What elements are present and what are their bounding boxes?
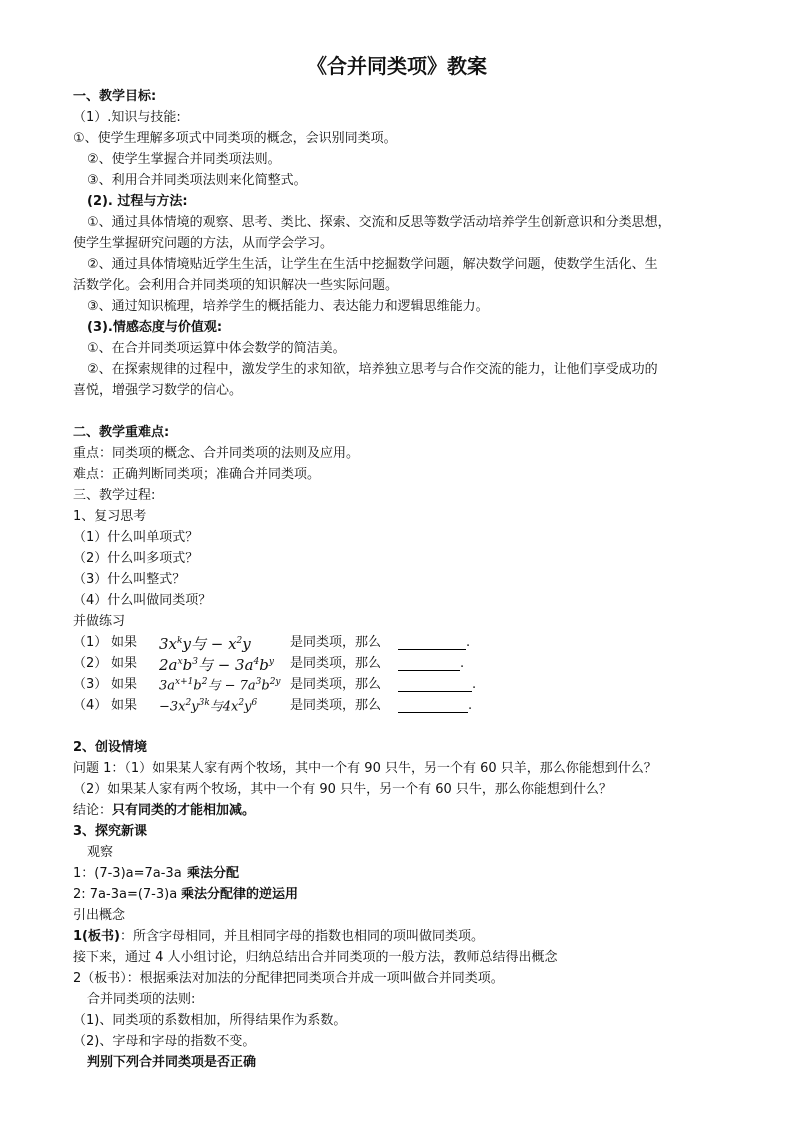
rule-1: （1)、同类项的系数相加，所得结果作为系数。 xyxy=(73,1013,347,1028)
exercise-4 xyxy=(73,695,721,716)
exercise-if: 如果 xyxy=(111,635,138,650)
objective-process-1b: 使学生掌握研究问题的方法，从而学会学习。 xyxy=(73,236,334,251)
conclusion-label: 结论： xyxy=(73,803,113,818)
review-question-3: （3）什么叫整式？ xyxy=(73,572,186,587)
objective-knowledge-2: ②、使学生掌握合并同类项法则。 xyxy=(87,152,281,167)
exercise-end: . xyxy=(468,698,473,713)
exercise-tail: 是同类项，那么 xyxy=(290,635,382,650)
exercise-expression: $2a^xb^3$与 − $3a^4b^y$ xyxy=(159,655,274,674)
exercise-number: （1） xyxy=(73,635,108,650)
exercise-expression: $3x^ky$与 − $x^2y$ xyxy=(159,634,251,653)
objective-attitude-2a: ②、在探索规律的过程中，激发学生的求知欲，培养独立思考与合作交流的能力，让他们享受成功的 xyxy=(87,362,658,377)
subheading-attitude: (3).情感态度与价值观: xyxy=(87,320,223,335)
exercise-expression: $-3x^2y^{3k}$与$4x^2y^6$ xyxy=(159,698,258,715)
exercise-tail: 是同类项，那么 xyxy=(290,677,382,692)
answer-blank[interactable] xyxy=(398,635,466,650)
problem-2: （2）如果某人家有两个牧场，其中一个有 90 只牛，另一个有 60 只牛，那么你能想到什么？ xyxy=(73,782,612,797)
objective-process-2a: ②、通过具体情境贴近学生生活，让学生在生活中挖掘数学问题，解决数学问题，使数学生活化、生 xyxy=(87,257,658,272)
exercise-3 xyxy=(73,674,721,695)
exercise-tail: 是同类项，那么 xyxy=(290,698,382,713)
exercise-number: （2） xyxy=(73,656,108,671)
review-question-4: （4）什么叫做同类项？ xyxy=(73,593,212,608)
discussion-note: 接下来，通过 4 人小组讨论，归纳总结出合并同类项的一般方法，教师总结得出概念 xyxy=(73,950,558,965)
new-lesson-title: 3、探究新课 xyxy=(73,824,148,839)
observation-note: 乘法分配 xyxy=(187,866,240,881)
difficult-point: 难点：正确判断同类项；准确合并同类项。 xyxy=(73,467,321,482)
key-point: 重点：同类项的概念、合并同类项的法则及应用。 xyxy=(73,446,360,461)
objective-process-3: ③、通过知识梳理，培养学生的概括能力、表达能力和逻辑思维能力。 xyxy=(87,299,489,314)
subheading-knowledge: （1）.知识与技能: xyxy=(73,110,181,125)
definition-2: 2（板书）：根据乘法对加法的分配律把同类项合并成一项叫做合并同类项。 xyxy=(73,971,504,986)
observation-1 xyxy=(73,863,721,884)
definition-text: ：所含字母相同，并且相同字母的指数也相同的项叫做同类项。 xyxy=(119,929,484,944)
objective-process-1a: ①、通过具体情境的观察、思考、类比、探索、交流和反思等数学活动培养学生创新意识和分类思想， xyxy=(87,215,671,230)
concept-intro: 引出概念 xyxy=(73,908,126,923)
observation-expression: 2: 7a-3a=(7-3)a xyxy=(73,887,178,902)
answer-blank[interactable] xyxy=(398,677,472,692)
review-question-2: （2）什么叫多项式？ xyxy=(73,551,199,566)
document-title: 《合并同类项》教案 xyxy=(307,54,487,78)
document-body xyxy=(73,86,721,1073)
scene-title: 2、创设情境 xyxy=(73,740,148,755)
rule-2: （2)、字母和字母的指数不变。 xyxy=(73,1034,256,1049)
conclusion-text: 只有同类的才能相加减。 xyxy=(112,803,256,818)
subheading-process: (2). 过程与方法: xyxy=(87,194,188,209)
section-heading-key-points: 二、教学重难点: xyxy=(73,425,170,440)
objective-knowledge-3: ③、利用合并同类项法则来化简整式。 xyxy=(87,173,307,188)
definition-label: 1(板书) xyxy=(73,929,120,944)
review-question-1: （1）什么叫单项式？ xyxy=(73,530,199,545)
rule-title: 合并同类项的法则: xyxy=(87,992,196,1007)
review-title: 1、复习思考 xyxy=(73,509,147,524)
exercise-if: 如果 xyxy=(111,656,138,671)
exercise-if: 如果 xyxy=(111,698,138,713)
practice-label: 并做练习 xyxy=(73,614,126,629)
exercise-expression: $3a^{x+1}b^2$与 − $7a^3b^{2y}$ xyxy=(159,677,281,694)
conclusion xyxy=(73,800,721,821)
judge-prompt: 判别下列合并同类项是否正确 xyxy=(87,1055,257,1070)
exercise-end: . xyxy=(472,677,477,692)
exercise-number: （4） xyxy=(73,698,108,713)
section-heading-process: 三、教学过程: xyxy=(73,488,156,503)
answer-blank[interactable] xyxy=(398,656,460,671)
observe-label: 观察 xyxy=(87,845,114,860)
observation-note: 乘法分配律的逆运用 xyxy=(181,887,299,902)
observation-2 xyxy=(73,884,721,905)
exercise-if: 如果 xyxy=(111,677,138,692)
objective-knowledge-1: ①、使学生理解多项式中同类项的概念，会识别同类项。 xyxy=(73,131,397,146)
exercise-end: . xyxy=(460,656,465,671)
problem-1: 问题 1：（1）如果某人家有两个牧场，其中一个有 90 只牛，另一个有 60 只羊，那么你能想到什么？ xyxy=(73,761,657,776)
exercise-2 xyxy=(73,653,721,674)
objective-attitude-2b: 喜悦，增强学习数学的信心。 xyxy=(73,383,243,398)
definition-1 xyxy=(73,926,721,947)
objective-attitude-1: ①、在合并同类项运算中体会数学的简洁美。 xyxy=(87,341,346,356)
exercise-1 xyxy=(73,632,721,653)
exercise-number: （3） xyxy=(73,677,108,692)
answer-blank[interactable] xyxy=(398,698,468,713)
exercise-end: . xyxy=(466,635,471,650)
exercise-tail: 是同类项，那么 xyxy=(290,656,382,671)
section-heading-objectives: 一、教学目标: xyxy=(73,89,157,104)
objective-process-2b: 活数学化。会利用合并同类项的知识解决一些实际问题。 xyxy=(73,278,399,293)
observation-expression: 1：(7-3)a=7a-3a xyxy=(73,866,182,881)
